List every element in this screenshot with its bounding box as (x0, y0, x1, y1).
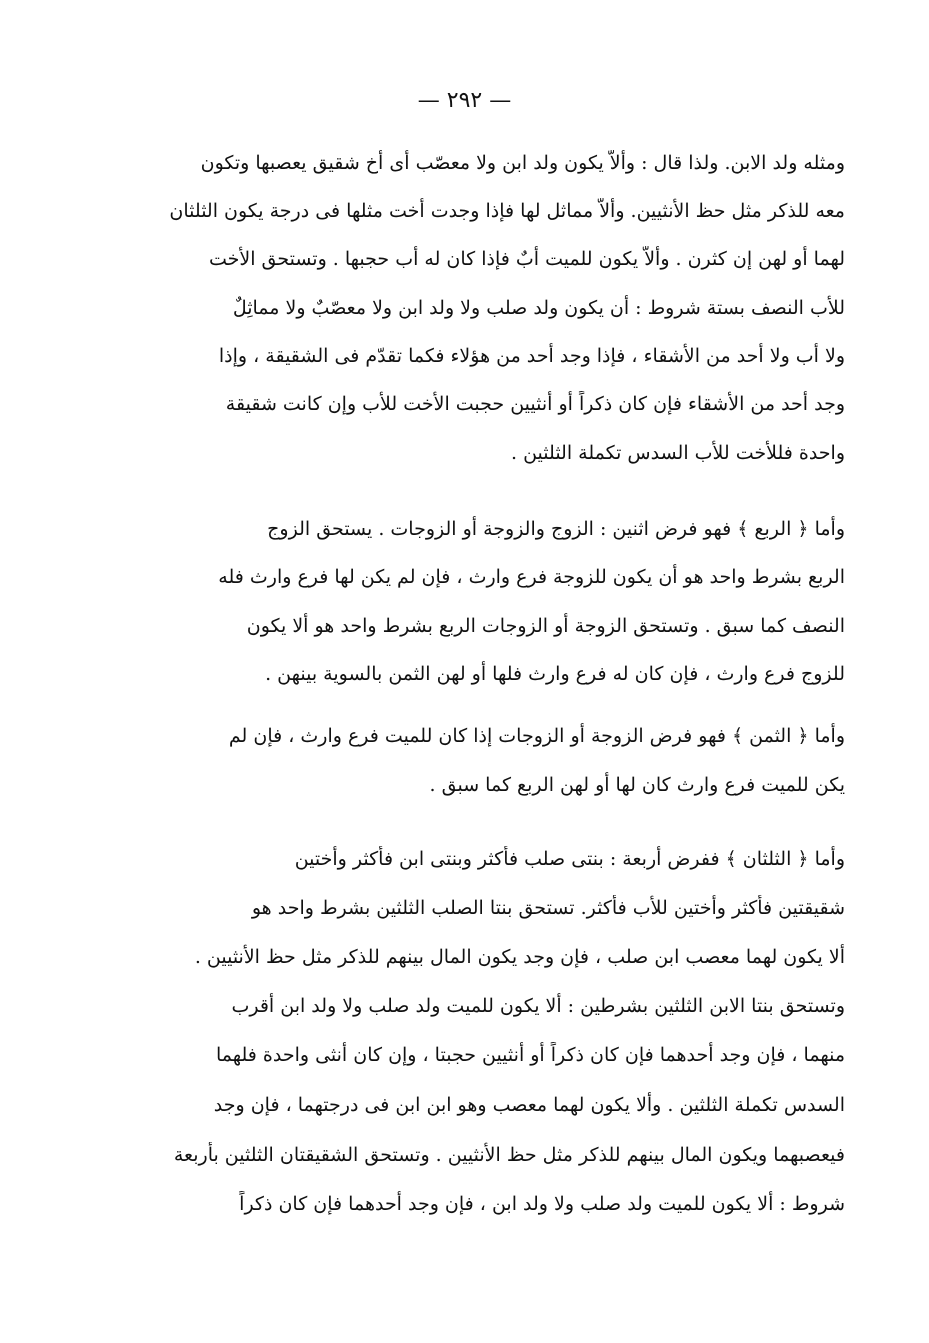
text-line-16: ألا يكون لهما معصب ابن صلب ، فإن وجد يكون المال بينهم للذكر مثل حظ الأنثيين . (194, 946, 845, 968)
text-line-7: واحدة فللأخت للأب السدس تكملة الثلثين . (511, 442, 845, 464)
text-line-5: ولا أب ولا أحد من الأشقاء ، فإذا وجد أحد من هؤلاء فكما تقدّم فى الشقيقة ، وإذا (218, 345, 845, 367)
text-line-19: السدس تكملة الثلثين . وألا يكون لهما معصب وهو ابن ابن فى درجتهما ، فإن وجد (213, 1094, 845, 1116)
text-line-20: فيعصبهما ويكون المال بينهم للذكر مثل حظ الأنثيين . وتستحق الشقيقتان الثلثين بأربعة (173, 1144, 845, 1166)
text-line-2: معه للذكر مثل حظ الأنثيين. وألاّ مماثل لها فإذا وجدت أخت مثلها فى درجة يكون الثلثان (169, 200, 845, 222)
text-line-3: لهما أو لهن إن كثرن . وألاّ يكون للميت أبٌ فإذا كان له أب حجبها . وتستحق الأخت (208, 248, 845, 270)
text-line-15: شقيقتين فأكثر وأختين للأب فأكثر. تستحق بنتا الصلب الثلثين بشرط واحد هو (251, 897, 845, 919)
text-line-11: للزوج فرع وارث ، فإن كان له فرع وارث فلها أو لهن الثمن بالسوية بينهن . (265, 663, 845, 685)
text-line-10: النصف كما سبق . وتستحق الزوجة أو الزوجات الربع بشرط واحد هو ألا يكون (246, 615, 845, 637)
text-line-21: شروط : ألا يكون للميت ولد صلب ولا ولد ابن ، فإن وجد أحدهما فإن كان ذكراً (239, 1193, 845, 1215)
text-line-1: ومثله ولد الابن. ولذا قال : وألاّ يكون ولد ابن ولا معصّب أى أخ شقيق يعصبها وتكون (200, 152, 845, 174)
text-line-12: وأما ﴿ الثمن ﴾ فهو فرض الزوجة أو الزوجات إذا كان للميت فرع وارث ، فإن لم (228, 725, 845, 747)
text-line-14: وأما ﴿ الثلثان ﴾ ففرض أربعة : بنتى صلب فأكثر وبنتى ابن فأكثر وأختين (294, 848, 845, 870)
text-line-18: منهما ، فإن وجد أحدهما فإن كان ذكراً أو أنثيين حجبتا ، وإن كان أنثى واحدة فلهما (215, 1044, 845, 1066)
text-line-8: وأما ﴿ الربع ﴾ فهو فرض اثنين : الزوج والزوجة أو الزوجات . يستحق الزوج (267, 518, 845, 540)
page-number: — ٢٩٢ — (417, 88, 512, 113)
text-line-4: للأب النصف بستة شروط : أن يكون ولد صلب ولا ولد ابن ولا معصّبٌ ولا مماثِلٌ (232, 297, 845, 319)
text-line-6: وجد أحد من الأشقاء فإن كان ذكراً أو أنثيين حجبت الأخت للأب وإن كانت شقيقة (225, 393, 845, 415)
text-line-13: يكن للميت فرع وارث كان لها أو لهن الربع كما سبق . (429, 774, 845, 796)
body-text (108, 150, 845, 1280)
text-line-17: وتستحق بنتا الابن الثلثين بشرطين : ألا يكون للميت ولد صلب ولا ولد ابن أقرب (231, 995, 845, 1017)
text-line-9: الربع بشرط واحد هو أن يكون للزوجة فرع وارث ، فإن لم يكن لها فرع وارث فله (218, 566, 845, 588)
